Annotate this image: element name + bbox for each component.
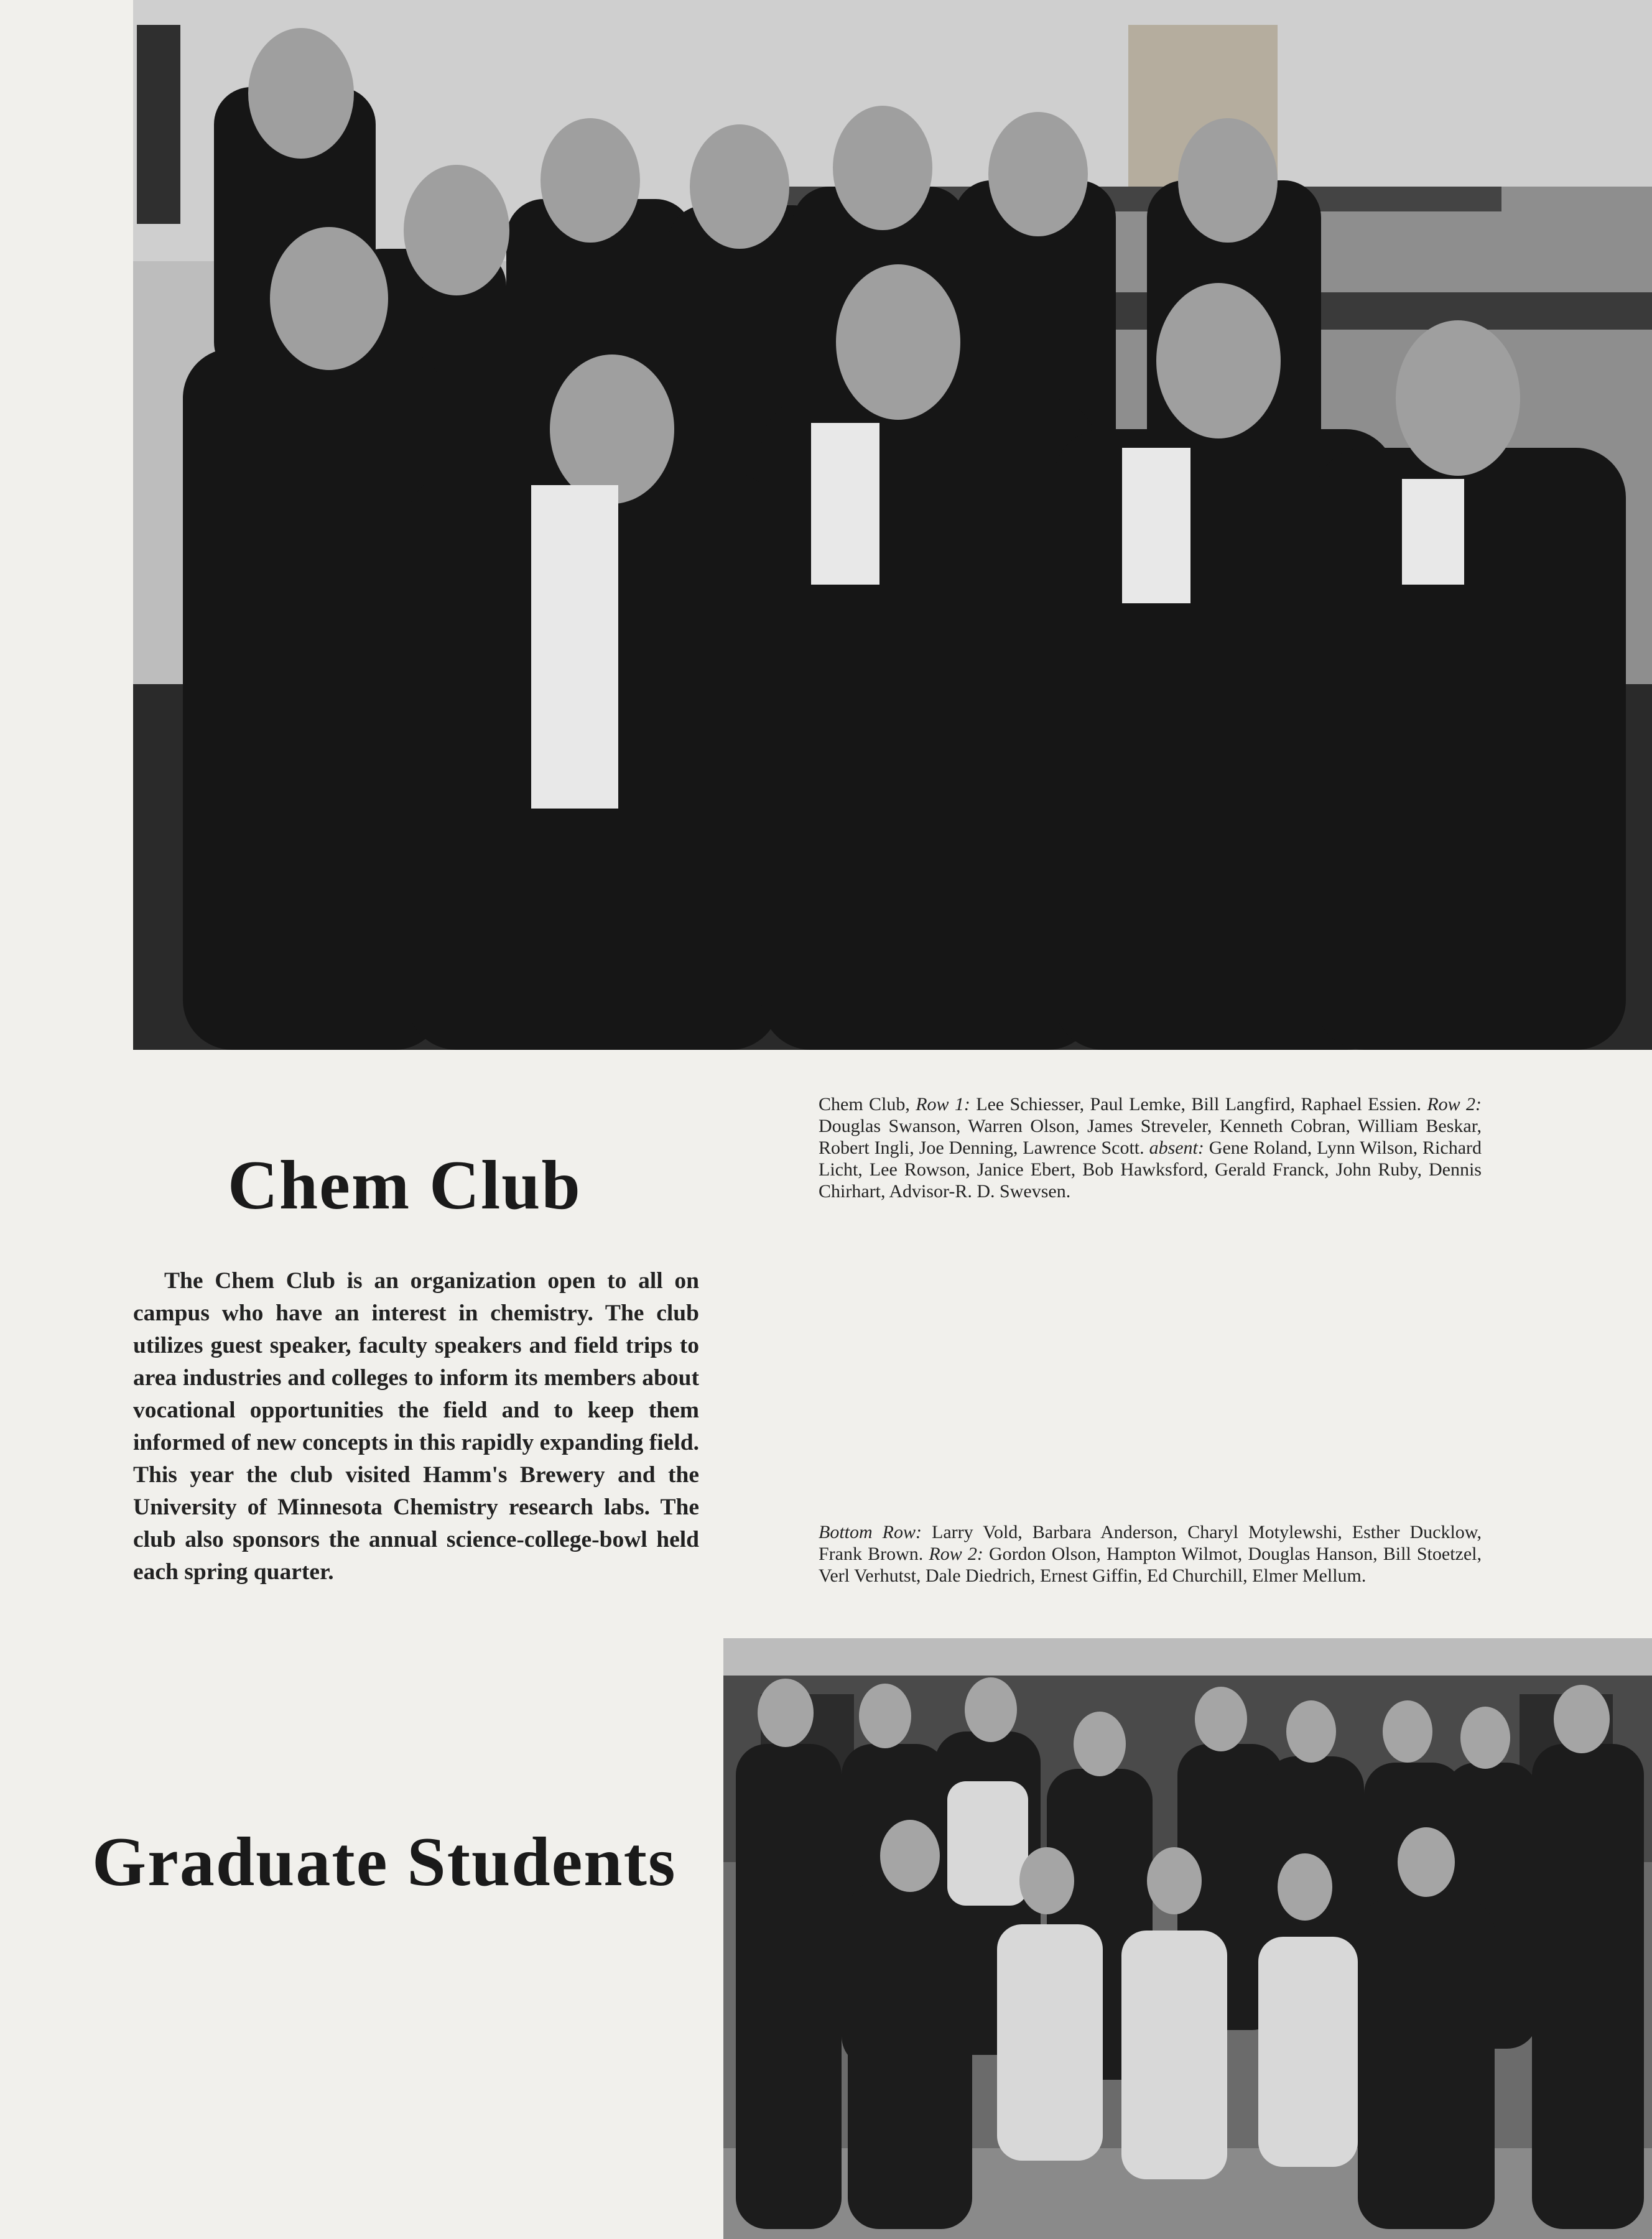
graduate-students-heading: Graduate Students [92,1824,677,1901]
row-2-names: Gordon Olson, Hampton Wilmot, Douglas Hanson, Bill Stoetzel, Verl Verhutst, Dale Diedrich, Ernest Giffin, Ed Churchill, Elmer Mellum. [819,1544,1482,1586]
absent-names: Gene Roland, Lynn Wilson, Richard Licht, Lee Rowson, Janice Ebert, Bob Hawksford, Gerald Franck, John Ruby, Dennis Chirhart, Advisor-R. D. Swevsen. [819,1138,1482,1202]
row-2-names: Douglas Swanson, Warren Olson, James Streveler, Kenneth Cobran, William Beskar, Robert Ingli, Joe Denning, Lawrence Scott. [819,1116,1482,1158]
row-2-label: Row 2: [1427,1094,1482,1115]
chem-club-heading: Chem Club [228,1147,582,1224]
row-2-label: Row 2: [929,1544,983,1564]
bottom-row-label: Bottom Row: [819,1522,922,1542]
graduate-students-photo [723,1638,1652,2239]
graduate-students-caption [819,1521,1482,1587]
caption-lead: Chem Club, [819,1094,916,1115]
row-1-label: Row 1: [916,1094,970,1115]
absent-label: absent: [1149,1138,1204,1158]
chem-club-description: The Chem Club is an organization open to all on campus who have an interest in chemistry. The club utilizes guest speaker, faculty speakers and field trips to area industries and colleges to inform its members about vocational opportunities the field and to keep them informed of new concepts in this rapidly expanding field. This year the club visited Hamm's Brewery and the University of Minnesota Chemistry research labs. The club also sponsors the annual science-college-bowl held each spring quarter. [133,1268,699,1585]
row-1-names: Lee Schiesser, Paul Lemke, Bill Langfird, Raphael Essien. [970,1094,1427,1115]
chem-club-photo [133,0,1652,1050]
bottom-row-names: Larry Vold, Barbara Anderson, Charyl Motylewshi, Esther Ducklow, Frank Brown. [819,1522,1482,1564]
chem-club-caption [819,1093,1482,1202]
